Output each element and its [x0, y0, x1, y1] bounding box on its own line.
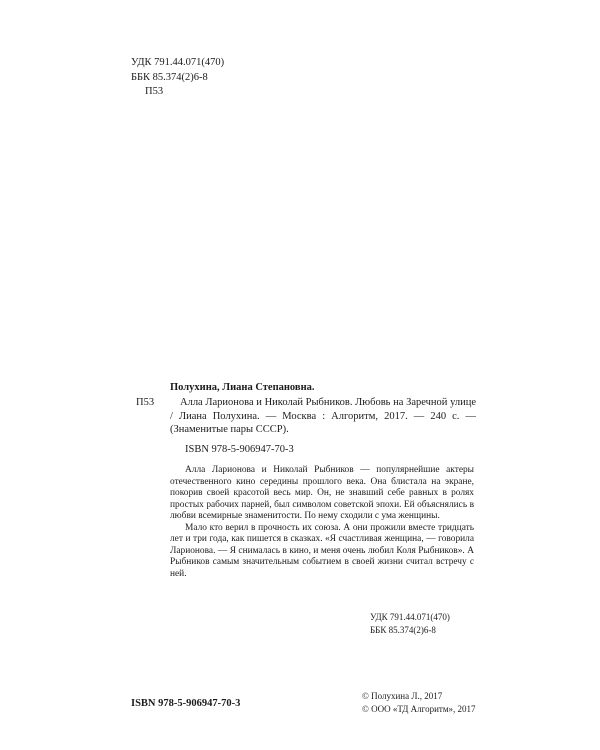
- bottom-udk-code: УДК 791.44.071(470): [370, 612, 450, 622]
- copyright-publisher: © ООО «ТД Алгоритм», 2017: [362, 703, 476, 714]
- bbk-code: ББК 85.374(2)6-8: [131, 71, 208, 83]
- bottom-classification-codes: [370, 611, 450, 636]
- bottom-bbk-code: ББК 85.374(2)6-8: [370, 624, 436, 635]
- annotation-paragraph-2: Мало кто верил в прочность их союза. А они прожили вместе тридцать лет и три года, как пишется в сказках. «Я счастливая женщина, — говорила Ларионова. — Я снималась в кино, и меня очень любил Коля Рыбников». А Рыбников самым значительным событием в своей жизни считал встречу с ней.: [170, 522, 474, 579]
- record-author-sign: П53: [136, 397, 155, 408]
- record-isbn: ISBN 978-5-906947-70-3: [185, 444, 294, 455]
- author-heading: Полухина, Лиана Степановна.: [170, 382, 315, 393]
- annotation: [170, 465, 474, 580]
- copyright-block: [362, 690, 476, 715]
- author-sign: П53: [145, 86, 164, 97]
- annotation-paragraph-1: Алла Ларионова и Николай Рыбников — популярнейшие актеры отечественного кино середины прошлого века. Она блистала на экране, покорив своей красотой весь мир. Он, не знавший себе равных в ролях простых рабочих парней, был символом советской эпохи. Ей объяснялись в любви всемирные знаменитости. По нему сходили с ума женщины.: [170, 465, 474, 521]
- description-text: Алла Ларионова и Николай Рыбников. Любовь на Заречной улице / Лиана Полухина. — Москва : Алгоритм, 2017. — 240 с. — (Знаменитые пары СССР).: [170, 397, 476, 435]
- top-classification-codes: [131, 56, 224, 100]
- copyright-author: © Полухина Л., 2017: [362, 691, 443, 701]
- footer-isbn: ISBN 978-5-906947-70-3: [131, 698, 241, 709]
- bibliographic-description: [170, 396, 476, 437]
- udk-code: УДК 791.44.071(470): [131, 57, 225, 68]
